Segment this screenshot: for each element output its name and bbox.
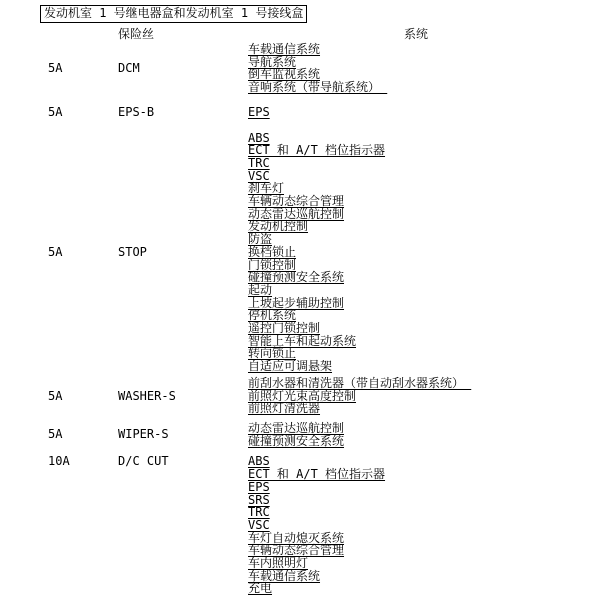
system-link[interactable]: 门锁控制 <box>248 257 297 272</box>
system-list <box>248 377 471 415</box>
system-link[interactable]: ECT 和 A/T 档位指示器 <box>248 467 386 482</box>
fuse-rows <box>0 43 603 595</box>
fuse-name: DCM <box>118 61 140 76</box>
system-link[interactable]: 车灯自动熄灭系统 <box>248 530 345 545</box>
fuse-row <box>0 106 603 119</box>
system-link[interactable]: 遥控门锁控制 <box>248 321 321 336</box>
system-link[interactable]: 动态雷达巡航控制 <box>248 206 345 221</box>
fuse-amp: 5A <box>48 388 63 403</box>
column-header-fuse: 保险丝 <box>118 27 155 41</box>
fuse-name: STOP <box>118 244 147 259</box>
system-list <box>248 132 385 373</box>
fuse-amp: 10A <box>48 454 70 469</box>
system-link[interactable]: 动态雷达巡航控制 <box>248 420 345 435</box>
system-link[interactable]: ABS <box>248 454 270 469</box>
column-header-system: 系统 <box>404 27 429 41</box>
system-link[interactable]: VSC <box>248 517 270 532</box>
system-link[interactable]: 智能上车和起动系统 <box>248 333 357 348</box>
system-link[interactable]: 车载通信系统 <box>248 568 321 583</box>
system-list <box>248 106 270 119</box>
system-link[interactable]: 换档锁止 <box>248 244 297 259</box>
system-list <box>248 455 385 595</box>
system-link[interactable]: 前刮水器和清洗器（带自动刮水器系统） <box>248 375 472 390</box>
system-link[interactable]: 碰撞预测安全系统 <box>248 433 345 448</box>
system-link[interactable]: 自适应可调悬架 <box>248 359 333 374</box>
system-link[interactable]: 前照灯光束高度控制 <box>248 388 357 403</box>
fuse-row <box>0 422 603 447</box>
system-link[interactable]: EPS <box>248 104 270 119</box>
system-link[interactable]: 音响系统（带导航系统） <box>248 80 388 95</box>
fuse-name: EPS-B <box>118 104 155 119</box>
fuse-name: WIPER-S <box>118 427 169 442</box>
system-link[interactable]: 充电 <box>248 581 273 595</box>
fuse-name: WASHER-S <box>118 388 176 403</box>
fuse-row <box>0 377 603 415</box>
system-link[interactable]: 车辆动态综合管理 <box>248 194 345 209</box>
system-link[interactable]: ABS <box>248 130 270 145</box>
fuse-name: D/C CUT <box>118 454 169 469</box>
system-link[interactable]: 倒车监视系统 <box>248 67 321 82</box>
table-title: 发动机室 1 号继电器盒和发动机室 1 号接线盒 <box>40 5 307 23</box>
fuse-row <box>0 455 603 595</box>
fuse-amp: 5A <box>48 427 63 442</box>
fuse-row <box>0 43 603 94</box>
system-link[interactable]: 导航系统 <box>248 54 297 69</box>
system-link[interactable]: 起动 <box>248 282 273 297</box>
fuse-amp: 5A <box>48 244 63 259</box>
system-link[interactable]: 发动机控制 <box>248 219 309 234</box>
fuse-row <box>0 132 603 373</box>
fuse-amp: 5A <box>48 104 63 119</box>
system-link[interactable]: 上坡起步辅助控制 <box>248 295 345 310</box>
system-link[interactable]: 前照灯清洗器 <box>248 401 321 416</box>
system-link[interactable]: TRC <box>248 505 270 520</box>
system-link[interactable]: 停机系统 <box>248 308 297 323</box>
system-link[interactable]: VSC <box>248 168 270 183</box>
fuse-amp: 5A <box>48 61 63 76</box>
system-link[interactable]: EPS <box>248 479 270 494</box>
system-link[interactable]: 刹车灯 <box>248 181 285 196</box>
system-link[interactable]: 车辆动态综合管理 <box>248 543 345 558</box>
system-link[interactable]: 转向锁止 <box>248 346 297 361</box>
system-link[interactable]: 碰撞预测安全系统 <box>248 270 345 285</box>
system-link[interactable]: 防盗 <box>248 232 273 247</box>
system-list <box>248 43 387 94</box>
system-link[interactable]: TRC <box>248 155 270 170</box>
system-link[interactable]: 车内照明灯 <box>248 556 309 571</box>
system-list <box>248 422 344 447</box>
system-link[interactable]: SRS <box>248 492 270 507</box>
system-link[interactable]: ECT 和 A/T 档位指示器 <box>248 143 386 158</box>
system-link[interactable]: 车载通信系统 <box>248 42 321 56</box>
